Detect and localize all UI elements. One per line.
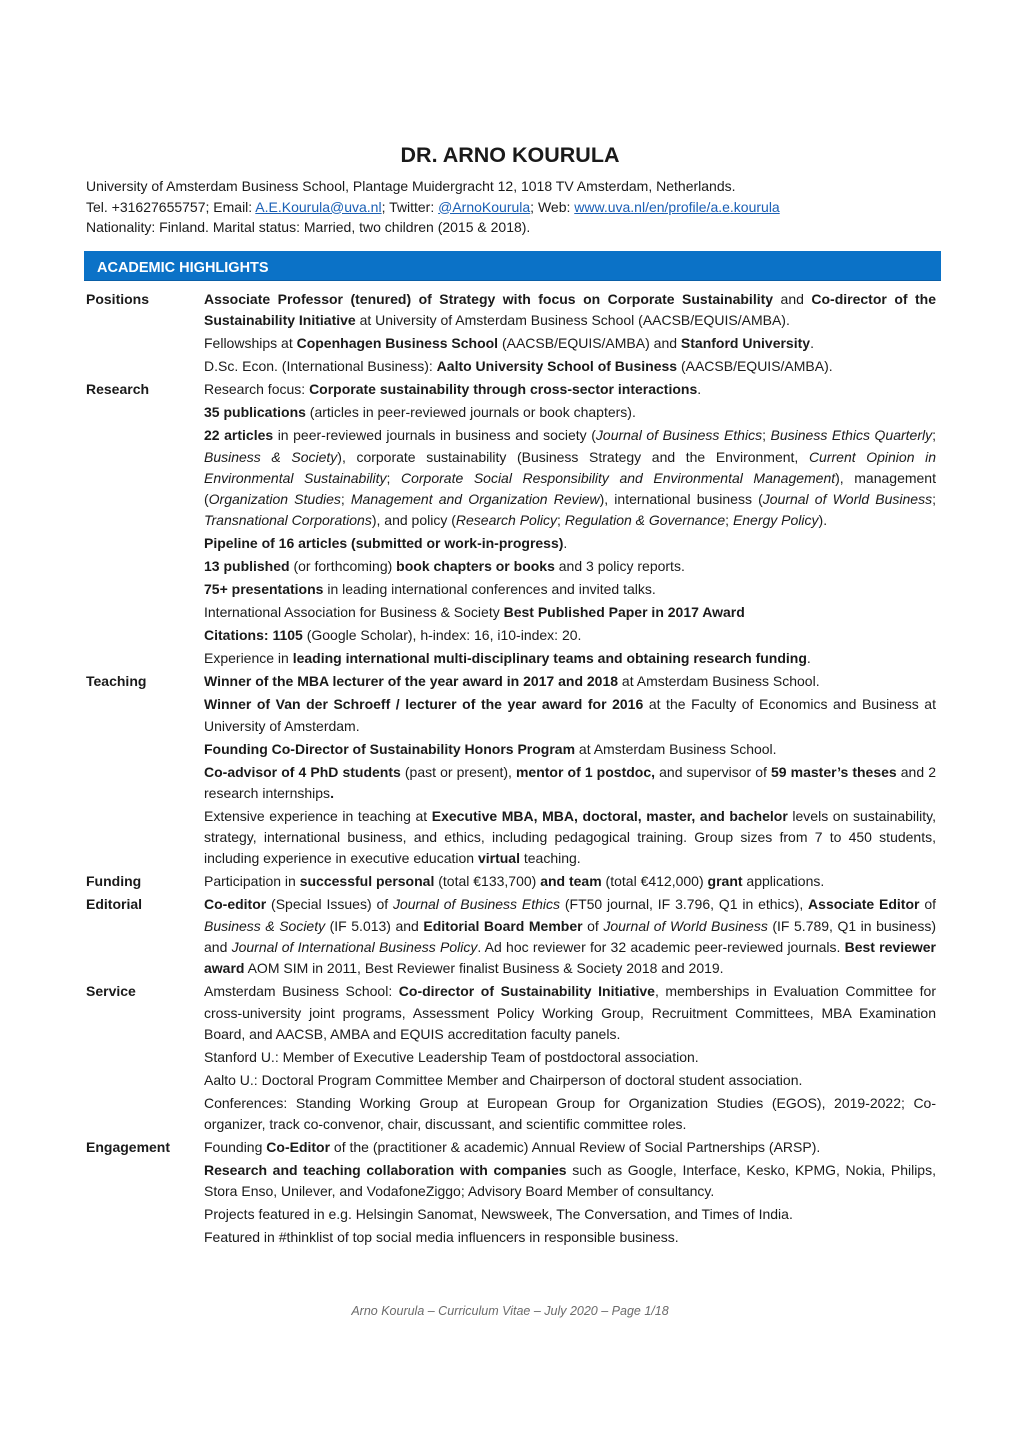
teaching-item [204,762,936,805]
section-teaching [86,671,936,871]
text-run: AOM SIM in 2011, Best Reviewer finalist Business & Society 2018 and 2019. [244,960,724,977]
section-items [204,981,936,1137]
text-run: (or forthcoming) [289,558,397,575]
text-run: virtual [477,850,520,867]
tel-label: Tel. +31627655757; Email: [86,198,256,215]
text-run: successful personal [299,873,435,890]
contact-block [86,176,946,238]
text-run: D.Sc. Econ. (International Business): [204,358,437,375]
text-run: Stanford University [680,335,811,352]
twitter-link[interactable]: @ArnoKourula [438,198,531,215]
text-run: at University of Amsterdam Business School (AACSB/EQUIS/AMBA). [355,312,790,329]
text-run: Aalto U.: Doctoral Program Committee Member and Chairperson of doctoral student association. [204,1071,803,1088]
teaching-item [204,671,936,692]
text-run: in leading international conferences and invited talks. [323,581,656,598]
text-run: ; [932,427,936,444]
text-run: Fellowships at [204,335,297,352]
text-run: . [697,381,702,398]
text-run: and 2 research internships [204,763,937,801]
text-run: Executive MBA, MBA, doctoral, master, and bachelor [431,807,788,824]
text-run: Corporate Social Responsibility and Environmental Management [401,469,836,486]
editorial-item [204,894,936,979]
engagement-item [204,1227,936,1248]
text-run: at Amsterdam Business School. [575,740,777,757]
text-run: ), and policy ( [371,512,456,529]
text-run: International Association for Business & Society [204,604,504,621]
text-run: Winner of Van der Schroeff / lecturer of the year award for 2016 [204,696,644,713]
text-run: in peer-reviewed journals in business and society ( [273,427,596,444]
text-run: of the (practitioner & academic) Annual Review of Social Partnerships (ARSP). [330,1139,821,1156]
engagement-item [204,1137,936,1158]
service-item [204,1093,936,1136]
text-run: Projects featured in e.g. Helsingin Sanomat, Newsweek, The Conversation, and Times of India. [204,1206,793,1223]
text-run: Business & Society [204,917,326,934]
text-run: Regulation & Governance [564,512,726,529]
text-run: Research and teaching collaboration with companies [204,1162,567,1179]
text-run: ), corporate sustainability (Business Strategy and the Environment, [337,448,809,465]
text-run: ; [932,491,936,508]
engagement-item [204,1204,936,1225]
text-run: ; [340,491,351,508]
text-run: Co-director of the Sustainability Initiative [204,291,937,329]
text-run: 75+ presentations [204,581,324,598]
text-run: Journal of Business Ethics [595,427,763,444]
text-run: Best reviewer award [204,938,936,977]
page-footer: Arno Kourula – Curriculum Vitae – July 2020 – Page 1/18 [351,1304,669,1318]
text-run: such as Google, Interface, Kesko, KPMG, Nokia, Philips, Stora Enso, Unilever, and VodafoneZiggo; Advisory Board Member of consultancy. [204,1162,936,1200]
section-service [86,981,936,1137]
text-run: (articles in peer-reviewed journals or book chapters). [305,404,636,421]
research-item [204,402,936,423]
research-item [204,625,936,646]
text-run: Energy Policy [732,512,819,529]
text-run: Research Policy [455,512,558,529]
email-link[interactable]: A.E.Kourula@uva.nl [255,198,382,215]
research-item [204,602,936,623]
text-run: and 3 policy reports. [554,558,685,575]
research-item [204,425,936,531]
funding-item [204,871,936,892]
section-items [204,671,936,871]
text-run: (total €133,700) [434,873,541,890]
text-run: Winner of the MBA lecturer of the year award in 2017 and 2018 [204,673,619,690]
positions-item [204,356,936,377]
text-run: Co-editor [204,896,267,913]
text-run: Journal of International Business Policy [231,938,478,955]
text-run: . Ad hoc reviewer for 32 academic peer-reviewed journals. [477,938,845,955]
text-run: Current Opinion in Environmental Sustainability [204,448,936,486]
text-run: Organization Studies [208,491,341,508]
teaching-item [204,806,936,870]
text-run: Amsterdam Business School: [204,983,399,1000]
text-run: Aalto University School of Business [436,358,678,375]
section-research [86,379,936,671]
text-run: and [773,291,812,307]
text-run: ). [818,512,828,529]
text-run: Management and Organization Review [350,491,600,508]
text-run: Business & Society [204,448,338,465]
text-run: 22 articles [204,427,274,444]
engagement-item [204,1160,936,1203]
section-label: Teaching [86,673,147,690]
text-run: ), management ( [204,469,936,508]
text-run: (IF 5.789, Q1 in business) and [204,917,937,955]
section-label: Positions [86,291,150,307]
nationality-line: Nationality: Finland. Marital status: Married, two children (2015 & 2018). [86,219,531,235]
section-label: Engagement [86,1139,171,1156]
text-run: (AACSB/EQUIS/AMBA). [677,358,833,375]
research-item [204,648,936,669]
text-run: Editorial Board Member [423,917,583,934]
text-run: . [810,335,814,352]
address-line: University of Amsterdam Business School, Plantage Muidergracht 12, 1018 TV Amsterdam, Netherlands. [86,178,736,194]
text-run: (Special Issues) of [266,896,393,913]
text-run: Journal of World Business [603,917,768,934]
section-label: Service [86,983,136,1000]
research-item [204,579,936,600]
text-run: of [582,917,604,934]
text-run: Pipeline of 16 articles (submitted or work-in-progress) [204,535,564,552]
contact-line [86,197,946,218]
text-run: ; [386,469,401,486]
section-items [204,871,936,894]
teaching-item [204,739,936,760]
research-item [204,533,936,554]
text-run: 13 published [204,558,290,575]
text-run: Featured in #thinklist of top social media influencers in responsible business. [204,1229,679,1246]
twitter-label: ; Twitter: [381,198,439,215]
page-title: DR. ARNO KOURULA [400,143,620,167]
text-run: of [919,896,936,913]
text-run: ; [557,512,565,529]
text-run: mentor of 1 postdoc, [515,763,656,780]
section-label: Funding [86,873,142,890]
text-run: (IF 5.013) and [325,917,424,934]
research-item [204,379,936,400]
text-run: Copenhagen Business School [296,335,499,352]
text-run: Participation in [204,873,300,890]
text-run: Co-advisor of 4 PhD students [204,763,401,780]
positions-item [204,333,936,354]
text-run: ; [762,427,771,444]
section-positions [86,289,936,379]
text-run: Journal of Business Ethics [392,896,561,913]
text-run: Founding [204,1139,267,1156]
text-run: . [806,650,811,667]
text-run: , memberships in Evaluation Committee for cross-university joint programs, Assessment Policy Working Group, Recruitment Committees, MBA Examination Board, and AACSB, AMBA and EQUIS accreditation faculty panels. [204,983,936,1042]
text-run: Research focus: [204,381,310,398]
text-run: book chapters or books [396,558,555,575]
text-run: levels on sustainability, strategy, international business, and ethics, including pedagogical training. Group sizes from 7 to 450 students, including experience in executive education [204,807,936,867]
section-items [204,379,936,671]
section-banner: ACADEMIC HIGHLIGHTS [84,251,941,281]
text-run: applications. [742,873,825,890]
text-run: Stanford U.: Member of Executive Leadership Team of postdoctoral association. [204,1048,699,1065]
text-run: Conferences: Standing Working Group at European Group for Organization Studies (EGOS), 2019-2022; Co-organizer, track co-convenor, chair, discussant, and scientific committee roles. [204,1094,936,1133]
text-run: grant [707,873,743,890]
text-run: . [330,784,334,801]
section-label: Editorial [86,896,143,913]
text-run: and supervisor of [655,763,771,780]
text-run: teaching. [519,850,581,867]
text-run: Co-director of Sustainability Initiative [398,983,655,1000]
text-run: Corporate sustainability through cross-sector interactions [309,381,698,398]
text-run: (Google Scholar), h-index: 16, i10-index: 20. [302,627,582,644]
text-run: (AACSB/EQUIS/AMBA) and [498,335,681,352]
section-label: Research [86,381,150,398]
text-run: (past or present), [400,763,516,780]
text-run: ; [725,512,733,529]
text-run: Citations: 1105 [204,627,303,644]
section-funding [86,871,936,894]
text-run: at Amsterdam Business School. [618,673,820,690]
section-items [204,894,936,981]
research-item [204,556,936,577]
service-item [204,1047,936,1068]
text-run: 35 publications [204,404,306,421]
section-items [204,1137,936,1250]
text-run: Transnational Corporations [204,512,372,529]
highlights-body [86,289,936,1250]
text-run: Business Ethics Quarterly [770,427,933,444]
text-run: Co-Editor [266,1139,331,1156]
text-run: Associate Professor (tenured) of Strategy with focus on Corporate Sustainability [204,291,774,307]
text-run: . [563,535,568,552]
text-run: Best Published Paper in 2017 Award [503,604,745,621]
section-engagement [86,1137,936,1250]
text-run: 59 master’s theses [770,763,897,780]
text-run: (FT50 journal, IF 3.796, Q1 in ethics), [560,896,809,913]
text-run: Experience in [204,650,293,667]
text-run: Extensive experience in teaching at [204,807,432,824]
section-editorial [86,894,936,981]
web-link[interactable]: www.uva.nl/en/profile/a.e.kourula [574,198,780,215]
service-item [204,1070,936,1091]
text-run: leading international multi-disciplinary teams and obtaining research funding [292,650,807,667]
positions-item [204,289,936,332]
text-run: and team [540,873,602,890]
text-run: Associate Editor [808,896,920,913]
service-item [204,981,936,1045]
text-run: Journal of World Business [762,491,933,508]
web-label: ; Web: [530,198,575,215]
text-run: Founding Co-Director of Sustainability Honors Program [204,740,576,757]
text-run: at the Faculty of Economics and Business at University of Amsterdam. [204,696,936,734]
text-run: (total €412,000) [601,873,708,890]
section-items [204,289,936,379]
text-run: ), international business ( [599,491,763,508]
teaching-item [204,694,936,737]
